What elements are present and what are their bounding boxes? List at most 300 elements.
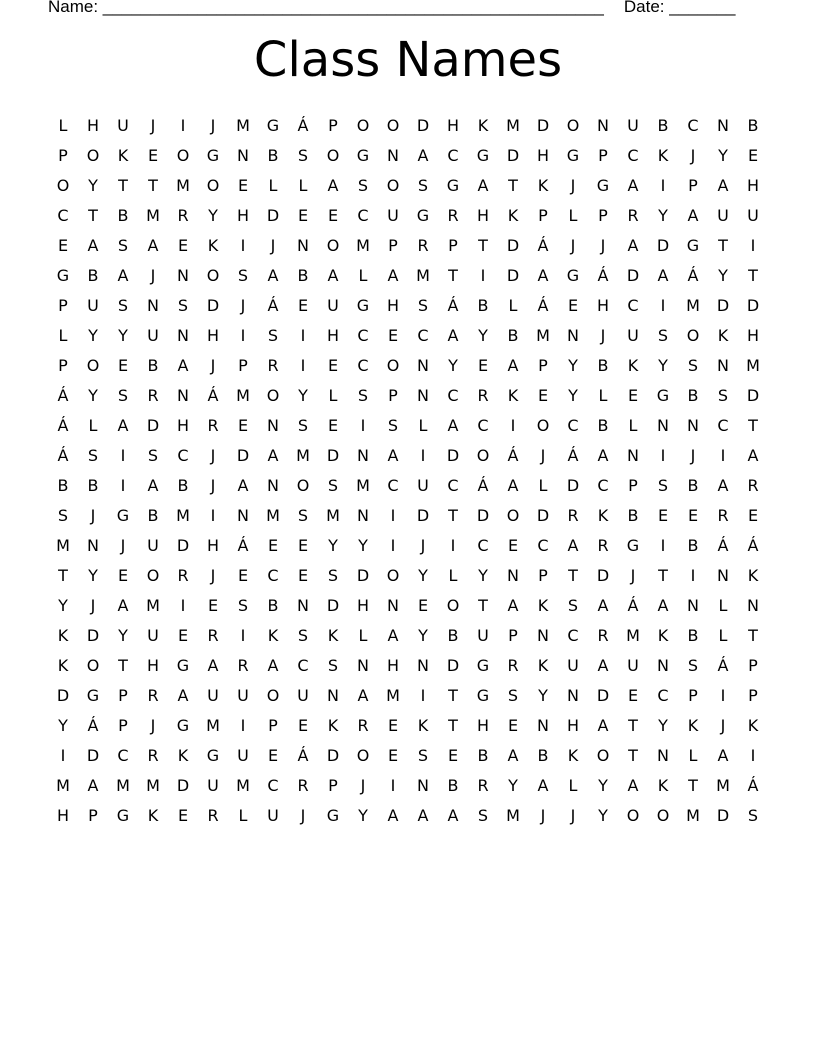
grid-cell[interactable]: A xyxy=(267,446,279,465)
grid-cell[interactable]: P xyxy=(688,686,698,705)
grid-cell[interactable]: C xyxy=(357,356,369,375)
grid-cell[interactable]: A xyxy=(507,356,519,375)
grid-cell[interactable]: U xyxy=(627,656,639,675)
grid-cell[interactable]: Y xyxy=(478,326,488,345)
grid-cell[interactable]: S xyxy=(177,296,189,315)
grid-cell[interactable]: A xyxy=(417,146,429,165)
grid-cell[interactable]: H xyxy=(206,326,220,345)
grid-cell[interactable]: T xyxy=(748,626,758,645)
grid-cell[interactable]: U xyxy=(207,776,219,795)
grid-cell[interactable]: U xyxy=(267,806,279,825)
grid-cell[interactable]: G xyxy=(476,146,490,165)
grid-cell[interactable]: R xyxy=(747,476,759,495)
grid-cell[interactable]: C xyxy=(267,566,279,585)
grid-cell[interactable]: M xyxy=(326,506,340,525)
grid-cell[interactable]: L xyxy=(718,596,728,615)
grid-cell[interactable]: Á xyxy=(567,446,579,465)
grid-cell[interactable]: C xyxy=(267,776,279,795)
grid-cell[interactable]: S xyxy=(297,416,309,435)
grid-cell[interactable]: A xyxy=(387,806,399,825)
grid-cell[interactable]: J xyxy=(540,806,546,825)
grid-cell[interactable]: E xyxy=(747,146,759,165)
grid-cell[interactable]: K xyxy=(597,506,609,525)
grid-cell[interactable]: R xyxy=(477,776,489,795)
grid-cell[interactable]: T xyxy=(448,506,458,525)
grid-cell[interactable]: D xyxy=(206,296,220,315)
grid-cell[interactable]: S xyxy=(57,506,69,525)
grid-cell[interactable]: N xyxy=(417,776,429,795)
grid-cell[interactable]: E xyxy=(297,566,309,585)
grid-cell[interactable]: C xyxy=(477,416,489,435)
grid-cell[interactable]: H xyxy=(356,596,370,615)
grid-cell[interactable]: M xyxy=(236,386,250,405)
grid-cell[interactable]: J xyxy=(270,236,276,255)
grid-cell[interactable]: J xyxy=(600,236,606,255)
grid-cell[interactable]: U xyxy=(627,326,639,345)
grid-cell[interactable]: K xyxy=(147,806,159,825)
grid-cell[interactable]: M xyxy=(236,116,250,135)
grid-cell[interactable]: R xyxy=(207,626,219,645)
grid-cell[interactable]: A xyxy=(747,446,759,465)
grid-cell[interactable]: D xyxy=(176,776,190,795)
grid-cell[interactable]: S xyxy=(507,686,519,705)
grid-cell[interactable]: I xyxy=(120,476,126,495)
grid-cell[interactable]: O xyxy=(176,146,190,165)
grid-cell[interactable]: A xyxy=(177,686,189,705)
grid-cell[interactable]: S xyxy=(327,566,339,585)
grid-cell[interactable]: E xyxy=(237,176,249,195)
grid-cell[interactable]: Y xyxy=(118,326,128,345)
grid-cell[interactable]: U xyxy=(567,656,579,675)
grid-cell[interactable]: R xyxy=(357,716,369,735)
grid-cell[interactable]: C xyxy=(357,326,369,345)
grid-cell[interactable]: S xyxy=(327,476,339,495)
grid-cell[interactable]: K xyxy=(537,596,549,615)
grid-cell[interactable]: U xyxy=(387,206,399,225)
grid-cell[interactable]: U xyxy=(117,116,129,135)
grid-cell[interactable]: G xyxy=(176,716,190,735)
grid-cell[interactable]: M xyxy=(686,806,700,825)
grid-cell[interactable]: J xyxy=(210,566,216,585)
grid-cell[interactable]: J xyxy=(540,446,546,465)
grid-cell[interactable]: Á xyxy=(747,776,759,795)
grid-cell[interactable]: C xyxy=(447,146,459,165)
grid-cell[interactable]: R xyxy=(267,356,279,375)
grid-cell[interactable]: H xyxy=(566,716,580,735)
grid-cell[interactable]: E xyxy=(387,746,399,765)
grid-cell[interactable]: D xyxy=(536,116,550,135)
grid-cell[interactable]: R xyxy=(207,416,219,435)
grid-cell[interactable]: B xyxy=(57,476,69,495)
grid-cell[interactable]: D xyxy=(416,116,430,135)
grid-cell[interactable]: U xyxy=(87,296,99,315)
grid-cell[interactable]: I xyxy=(420,686,426,705)
grid-cell[interactable]: I xyxy=(360,416,366,435)
grid-cell[interactable]: U xyxy=(297,686,309,705)
grid-cell[interactable]: Y xyxy=(328,536,338,555)
grid-cell[interactable]: I xyxy=(660,176,666,195)
grid-cell[interactable]: Á xyxy=(537,296,549,315)
grid-cell[interactable]: Á xyxy=(297,116,309,135)
grid-cell[interactable]: O xyxy=(326,146,340,165)
grid-cell[interactable]: H xyxy=(476,716,490,735)
grid-cell[interactable]: J xyxy=(570,806,576,825)
grid-cell[interactable]: K xyxy=(477,116,489,135)
grid-cell[interactable]: M xyxy=(206,716,220,735)
grid-cell[interactable]: C xyxy=(567,626,579,645)
grid-cell[interactable]: I xyxy=(240,626,246,645)
grid-cell[interactable]: S xyxy=(657,476,669,495)
grid-cell[interactable]: E xyxy=(627,686,639,705)
grid-cell[interactable]: B xyxy=(477,746,489,765)
grid-cell[interactable]: R xyxy=(147,746,159,765)
grid-cell[interactable]: J xyxy=(720,716,726,735)
grid-cell[interactable]: Á xyxy=(297,746,309,765)
grid-cell[interactable]: A xyxy=(597,446,609,465)
grid-cell[interactable]: B xyxy=(477,296,489,315)
grid-cell[interactable]: O xyxy=(266,686,280,705)
grid-cell[interactable]: N xyxy=(297,236,309,255)
grid-cell[interactable]: K xyxy=(567,746,579,765)
grid-cell[interactable]: C xyxy=(477,536,489,555)
grid-cell[interactable]: I xyxy=(210,506,216,525)
grid-cell[interactable]: R xyxy=(207,806,219,825)
grid-cell[interactable]: N xyxy=(327,686,339,705)
grid-cell[interactable]: A xyxy=(447,326,459,345)
grid-cell[interactable]: I xyxy=(390,776,396,795)
grid-cell[interactable]: L xyxy=(508,296,518,315)
grid-cell[interactable]: Y xyxy=(568,386,578,405)
grid-cell[interactable]: Y xyxy=(418,626,428,645)
grid-cell[interactable]: I xyxy=(660,446,666,465)
grid-cell[interactable]: B xyxy=(687,386,699,405)
grid-cell[interactable]: G xyxy=(476,656,490,675)
grid-cell[interactable]: T xyxy=(508,176,518,195)
grid-cell[interactable]: O xyxy=(206,176,220,195)
grid-cell[interactable]: P xyxy=(118,686,128,705)
grid-cell[interactable]: E xyxy=(327,356,339,375)
grid-cell[interactable]: Y xyxy=(598,806,608,825)
grid-cell[interactable]: J xyxy=(210,116,216,135)
grid-cell[interactable]: D xyxy=(86,626,100,645)
grid-cell[interactable]: A xyxy=(117,596,129,615)
grid-cell[interactable]: U xyxy=(237,686,249,705)
grid-cell[interactable]: T xyxy=(478,236,488,255)
grid-cell[interactable]: O xyxy=(596,746,610,765)
grid-cell[interactable]: H xyxy=(746,326,760,345)
grid-cell[interactable]: A xyxy=(657,266,669,285)
name-field[interactable]: Name: _____________________________________________________ xyxy=(48,0,604,16)
grid-cell[interactable]: Y xyxy=(568,356,578,375)
grid-cell[interactable]: O xyxy=(86,146,100,165)
grid-cell[interactable]: U xyxy=(207,686,219,705)
grid-cell[interactable]: U xyxy=(237,746,249,765)
grid-cell[interactable]: A xyxy=(87,236,99,255)
grid-cell[interactable]: Á xyxy=(237,536,249,555)
grid-cell[interactable]: E xyxy=(507,536,519,555)
grid-cell[interactable]: A xyxy=(597,596,609,615)
grid-cell[interactable]: B xyxy=(507,326,519,345)
grid-cell[interactable]: A xyxy=(267,656,279,675)
grid-cell[interactable]: N xyxy=(597,116,609,135)
grid-cell[interactable]: B xyxy=(657,116,669,135)
grid-cell[interactable]: M xyxy=(146,206,160,225)
grid-cell[interactable]: H xyxy=(386,296,400,315)
grid-cell[interactable]: M xyxy=(176,176,190,195)
grid-cell[interactable]: B xyxy=(267,596,279,615)
grid-cell[interactable]: K xyxy=(687,716,699,735)
grid-cell[interactable]: S xyxy=(567,596,579,615)
grid-cell[interactable]: S xyxy=(747,806,759,825)
grid-cell[interactable]: P xyxy=(628,476,638,495)
grid-cell[interactable]: C xyxy=(297,656,309,675)
grid-cell[interactable]: P xyxy=(58,146,68,165)
grid-cell[interactable]: B xyxy=(117,206,129,225)
grid-cell[interactable]: I xyxy=(660,536,666,555)
grid-cell[interactable]: S xyxy=(327,656,339,675)
grid-cell[interactable]: A xyxy=(387,266,399,285)
grid-cell[interactable]: L xyxy=(328,386,338,405)
grid-cell[interactable]: S xyxy=(387,416,399,435)
grid-cell[interactable]: C xyxy=(177,446,189,465)
grid-cell[interactable]: A xyxy=(447,806,459,825)
grid-cell[interactable]: Y xyxy=(478,566,488,585)
grid-cell[interactable]: S xyxy=(417,746,429,765)
grid-cell[interactable]: L xyxy=(568,206,578,225)
grid-cell[interactable]: S xyxy=(417,176,429,195)
grid-cell[interactable]: Á xyxy=(627,596,639,615)
grid-cell[interactable]: O xyxy=(326,236,340,255)
grid-cell[interactable]: B xyxy=(87,266,99,285)
grid-cell[interactable]: Y xyxy=(448,356,458,375)
grid-cell[interactable]: L xyxy=(238,806,248,825)
grid-cell[interactable]: K xyxy=(747,716,759,735)
grid-cell[interactable]: Y xyxy=(88,386,98,405)
grid-cell[interactable]: E xyxy=(237,566,249,585)
grid-cell[interactable]: C xyxy=(447,386,459,405)
grid-cell[interactable]: I xyxy=(750,746,756,765)
grid-cell[interactable]: N xyxy=(297,596,309,615)
grid-cell[interactable]: E xyxy=(177,626,189,645)
grid-cell[interactable]: Á xyxy=(537,236,549,255)
grid-cell[interactable]: A xyxy=(387,626,399,645)
grid-cell[interactable]: E xyxy=(297,206,309,225)
grid-cell[interactable]: N xyxy=(357,446,369,465)
grid-cell[interactable]: N xyxy=(687,596,699,615)
grid-cell[interactable]: T xyxy=(58,566,68,585)
grid-cell[interactable]: B xyxy=(447,776,459,795)
grid-cell[interactable]: S xyxy=(297,506,309,525)
grid-cell[interactable]: B xyxy=(297,266,309,285)
grid-cell[interactable]: O xyxy=(266,386,280,405)
grid-cell[interactable]: S xyxy=(417,296,429,315)
grid-cell[interactable]: N xyxy=(87,536,99,555)
grid-cell[interactable]: U xyxy=(147,536,159,555)
grid-cell[interactable]: G xyxy=(596,176,610,195)
grid-cell[interactable]: N xyxy=(267,416,279,435)
grid-cell[interactable]: J xyxy=(210,356,216,375)
grid-cell[interactable]: B xyxy=(687,536,699,555)
grid-cell[interactable]: L xyxy=(58,116,68,135)
grid-cell[interactable]: L xyxy=(298,176,308,195)
grid-cell[interactable]: H xyxy=(476,206,490,225)
grid-cell[interactable]: D xyxy=(326,446,340,465)
grid-cell[interactable]: D xyxy=(446,446,460,465)
grid-cell[interactable]: Á xyxy=(717,656,729,675)
grid-cell[interactable]: K xyxy=(537,656,549,675)
grid-cell[interactable]: U xyxy=(477,626,489,645)
grid-cell[interactable]: P xyxy=(538,566,548,585)
grid-cell[interactable]: H xyxy=(446,116,460,135)
grid-cell[interactable]: O xyxy=(476,446,490,465)
grid-cell[interactable]: D xyxy=(716,806,730,825)
grid-cell[interactable]: G xyxy=(446,176,460,195)
grid-cell[interactable]: D xyxy=(446,656,460,675)
grid-cell[interactable]: I xyxy=(660,296,666,315)
grid-cell[interactable]: A xyxy=(537,266,549,285)
grid-cell[interactable]: O xyxy=(506,506,520,525)
grid-cell[interactable]: G xyxy=(266,116,280,135)
grid-cell[interactable]: C xyxy=(627,296,639,315)
grid-cell[interactable]: A xyxy=(717,476,729,495)
grid-cell[interactable]: H xyxy=(536,146,550,165)
grid-cell[interactable]: T xyxy=(118,656,128,675)
grid-cell[interactable]: Á xyxy=(57,446,69,465)
grid-cell[interactable]: T xyxy=(448,266,458,285)
grid-cell[interactable]: H xyxy=(206,536,220,555)
grid-cell[interactable]: O xyxy=(296,476,310,495)
grid-cell[interactable]: B xyxy=(747,116,759,135)
grid-cell[interactable]: O xyxy=(356,746,370,765)
grid-cell[interactable]: E xyxy=(297,296,309,315)
grid-cell[interactable]: G xyxy=(206,746,220,765)
grid-cell[interactable]: A xyxy=(507,476,519,495)
grid-cell[interactable]: R xyxy=(417,236,429,255)
grid-cell[interactable]: E xyxy=(507,716,519,735)
grid-cell[interactable]: N xyxy=(147,296,159,315)
grid-cell[interactable]: D xyxy=(536,506,550,525)
grid-cell[interactable]: L xyxy=(718,626,728,645)
grid-cell[interactable]: U xyxy=(627,116,639,135)
grid-cell[interactable]: A xyxy=(597,656,609,675)
grid-cell[interactable]: L xyxy=(58,326,68,345)
grid-cell[interactable]: D xyxy=(236,446,250,465)
grid-cell[interactable]: M xyxy=(716,776,730,795)
grid-cell[interactable]: Á xyxy=(597,266,609,285)
grid-cell[interactable]: P xyxy=(688,176,698,195)
grid-cell[interactable]: I xyxy=(180,116,186,135)
grid-cell[interactable]: K xyxy=(507,206,519,225)
grid-cell[interactable]: E xyxy=(57,236,69,255)
grid-cell[interactable]: D xyxy=(326,746,340,765)
grid-cell[interactable]: L xyxy=(268,176,278,195)
grid-cell[interactable]: T xyxy=(148,176,158,195)
grid-cell[interactable]: M xyxy=(536,326,550,345)
grid-cell[interactable]: T xyxy=(688,776,698,795)
grid-cell[interactable]: K xyxy=(267,626,279,645)
grid-cell[interactable]: N xyxy=(237,506,249,525)
grid-cell[interactable]: B xyxy=(267,146,279,165)
grid-cell[interactable]: Y xyxy=(58,716,68,735)
grid-cell[interactable]: S xyxy=(237,596,249,615)
grid-cell[interactable]: I xyxy=(240,716,246,735)
grid-cell[interactable]: T xyxy=(118,176,128,195)
grid-cell[interactable]: I xyxy=(390,506,396,525)
grid-cell[interactable]: H xyxy=(386,656,400,675)
grid-cell[interactable]: L xyxy=(538,476,548,495)
grid-cell[interactable]: T xyxy=(478,596,488,615)
grid-cell[interactable]: K xyxy=(657,626,669,645)
grid-cell[interactable]: R xyxy=(567,506,579,525)
grid-cell[interactable]: L xyxy=(628,416,638,435)
grid-cell[interactable]: A xyxy=(327,176,339,195)
grid-cell[interactable]: I xyxy=(510,416,516,435)
grid-cell[interactable]: Á xyxy=(57,386,69,405)
grid-cell[interactable]: R xyxy=(477,386,489,405)
grid-cell[interactable]: K xyxy=(507,386,519,405)
grid-cell[interactable]: Á xyxy=(717,536,729,555)
grid-cell[interactable]: L xyxy=(568,776,578,795)
grid-cell[interactable]: C xyxy=(537,536,549,555)
grid-cell[interactable]: E xyxy=(477,356,489,375)
grid-cell[interactable]: D xyxy=(506,146,520,165)
grid-cell[interactable]: K xyxy=(657,146,669,165)
grid-cell[interactable]: M xyxy=(506,116,520,135)
grid-cell[interactable]: B xyxy=(177,476,189,495)
grid-cell[interactable]: H xyxy=(146,656,160,675)
grid-cell[interactable]: T xyxy=(628,746,638,765)
grid-cell[interactable]: M xyxy=(236,776,250,795)
grid-cell[interactable]: S xyxy=(357,386,369,405)
grid-cell[interactable]: N xyxy=(717,116,729,135)
grid-cell[interactable]: N xyxy=(237,146,249,165)
grid-cell[interactable]: H xyxy=(326,326,340,345)
grid-cell[interactable]: B xyxy=(597,356,609,375)
grid-cell[interactable]: A xyxy=(507,596,519,615)
grid-cell[interactable]: P xyxy=(748,656,758,675)
grid-cell[interactable]: O xyxy=(146,566,160,585)
grid-cell[interactable]: T xyxy=(448,686,458,705)
grid-cell[interactable]: A xyxy=(417,806,429,825)
grid-cell[interactable]: T xyxy=(748,416,758,435)
grid-cell[interactable]: A xyxy=(717,176,729,195)
grid-cell[interactable]: Y xyxy=(358,806,368,825)
grid-cell[interactable]: Y xyxy=(598,776,608,795)
grid-cell[interactable]: N xyxy=(567,686,579,705)
grid-cell[interactable]: I xyxy=(300,356,306,375)
grid-cell[interactable]: M xyxy=(746,356,760,375)
grid-cell[interactable]: D xyxy=(596,566,610,585)
grid-cell[interactable]: M xyxy=(296,446,310,465)
grid-cell[interactable]: E xyxy=(267,746,279,765)
grid-cell[interactable]: I xyxy=(750,236,756,255)
grid-cell[interactable]: N xyxy=(177,386,189,405)
grid-cell[interactable]: T xyxy=(628,716,638,735)
grid-cell[interactable]: R xyxy=(597,626,609,645)
grid-cell[interactable]: I xyxy=(480,266,486,285)
grid-cell[interactable]: G xyxy=(116,506,130,525)
grid-cell[interactable]: S xyxy=(297,626,309,645)
grid-cell[interactable]: K xyxy=(417,716,429,735)
grid-cell[interactable]: P xyxy=(508,626,518,645)
grid-cell[interactable]: M xyxy=(56,776,70,795)
grid-cell[interactable]: S xyxy=(297,146,309,165)
grid-cell[interactable]: O xyxy=(206,266,220,285)
grid-cell[interactable]: U xyxy=(147,626,159,645)
grid-cell[interactable]: G xyxy=(56,266,70,285)
grid-cell[interactable]: R xyxy=(447,206,459,225)
grid-cell[interactable]: P xyxy=(448,236,458,255)
